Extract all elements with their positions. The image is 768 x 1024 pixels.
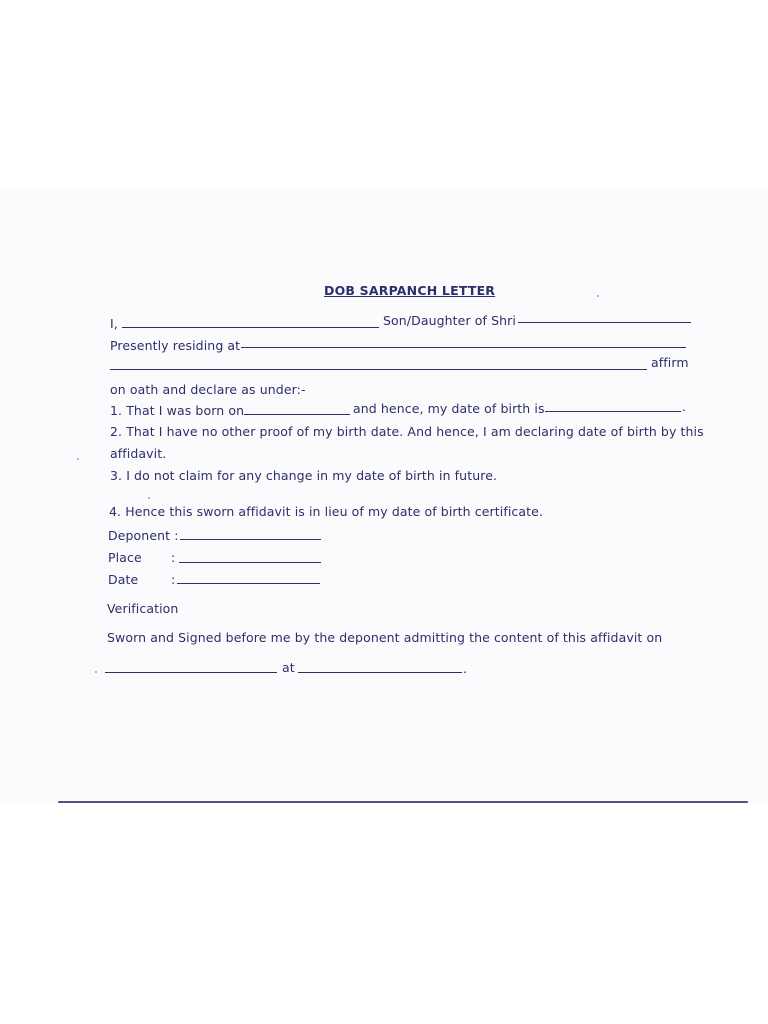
- item2-line1: 2. That I have no other proof of my birth date. And hence, I am declaring date of birth by this: [110, 424, 704, 439]
- verification-place-blank[interactable]: [298, 672, 462, 673]
- address-blank-1[interactable]: [241, 347, 686, 348]
- place-colon: :: [171, 550, 176, 565]
- line1-prefix: I,: [110, 316, 118, 331]
- document-title: DOB SARPANCH LETTER: [324, 283, 496, 298]
- deponent-blank[interactable]: [180, 539, 321, 540]
- item1-middle: and hence, my date of birth is: [353, 401, 545, 416]
- address-blank-2[interactable]: [110, 369, 647, 370]
- bottom-scan-edge: [58, 801, 748, 803]
- verification-heading: Verification: [107, 601, 179, 616]
- item3-text: 3. I do not claim for any change in my date of birth in future.: [110, 468, 498, 483]
- name-blank[interactable]: [122, 327, 379, 328]
- item1-prefix: 1. That I was born on: [110, 403, 245, 418]
- date-blank[interactable]: [177, 583, 320, 584]
- line4-text: on oath and declare as under:-: [110, 382, 306, 397]
- scan-speck: [597, 295, 599, 297]
- deponent-label: Deponent :: [108, 528, 179, 543]
- item4-text: 4. Hence this sworn affidavit is in lieu of my date of birth certificate.: [109, 504, 544, 519]
- dob-blank[interactable]: [545, 411, 681, 412]
- birth-date-blank[interactable]: [244, 414, 350, 415]
- item2-line2: affidavit.: [110, 446, 167, 461]
- father-name-blank[interactable]: [518, 322, 691, 323]
- place-label: Place: [108, 550, 142, 565]
- verification-date-blank[interactable]: [105, 672, 277, 673]
- at-label: at: [282, 660, 295, 675]
- date-colon: :: [171, 572, 176, 587]
- line1-middle: Son/Daughter of Shri: [383, 313, 516, 328]
- scan-speck: [148, 497, 150, 499]
- scan-speck: [95, 671, 97, 673]
- scan-speck: [77, 458, 79, 460]
- place-blank[interactable]: [179, 562, 321, 563]
- item1-end: .: [682, 399, 687, 414]
- sworn-text: Sworn and Signed before me by the deponent admitting the content of this affidavit on: [107, 630, 663, 645]
- line2-prefix: Presently residing at: [110, 338, 241, 353]
- date-label: Date: [108, 572, 139, 587]
- scanned-sheet: [0, 188, 768, 802]
- final-end: .: [463, 661, 468, 676]
- line3-suffix: affirm: [651, 355, 689, 370]
